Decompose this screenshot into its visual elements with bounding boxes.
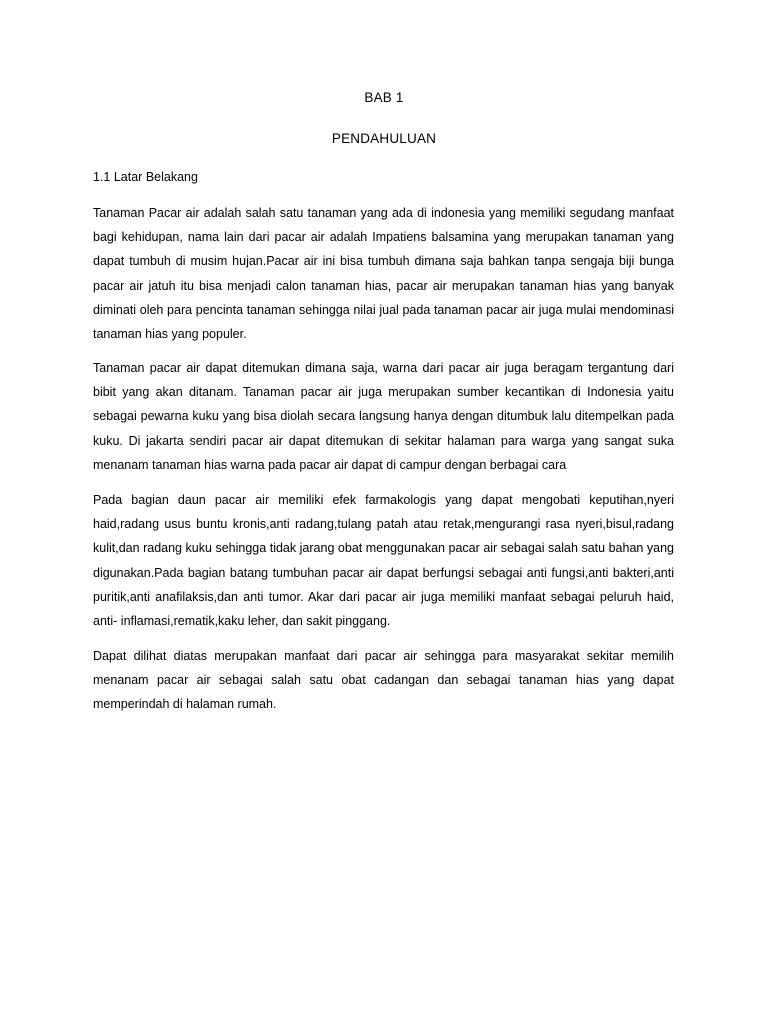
chapter-number: BAB 1 [364,90,404,105]
section-heading: 1.1 Latar Belakang [93,170,198,184]
paragraph: Tanaman Pacar air adalah salah satu tanaman yang ada di indonesia yang memiliki segudang manfaat bagi kehidupan, nama lain dari pacar air adalah Impatiens balsamina yang merupakan tanaman yang dapat tumbuh di musim hujan.Pacar air ini bisa tumbuh dimana saja bahkan tanpa sengaja biji bunga pacar air jatuh itu bisa menjadi calon tanaman hias, pacar air merupakan tanaman hias yang banyak diminati oleh para pencinta tanaman sehingga nilai jual pada tanaman pacar air juga mulai mendominasi tanaman hias yang populer. [93,206,674,342]
paragraph: Tanaman pacar air dapat ditemukan dimana saja, warna dari pacar air juga beragam tergantung dari bibit yang akan ditanam. Tanaman pacar air juga merupakan sumber kecantikan di Indonesia yaitu sebagai pewarna kuku yang bisa diolah secara langsung hanya dengan ditumbuk lalu ditempelkan pada kuku. Di jakarta sendiri pacar air dapat ditemukan di sekitar halaman para warga yang sangat suka menanam tanaman hias warna pada pacar air dapat di campur dengan berbagai cara [93,361,674,472]
paragraph: Pada bagian daun pacar air memiliki efek farmakologis yang dapat mengobati keputihan,nyeri haid,radang usus buntu kronis,anti radang,tulang patah atau retak,mengurangi rasa nyeri,bisul,radang kulit,dan radang kuku sehingga tidak jarang obat menggunakan pacar air sebagai salah satu bahan yang digunakan.Pada bagian batang tumbuhan pacar air dapat berfungsi sebagai anti fungsi,anti bakteri,anti puritik,anti anafilaksis,dan anti tumor. Akar dari pacar air juga memiliki manfaat sebagai peluruh haid, anti- inflamasi,rematik,kaku leher, dan sakit pinggang. [93,493,674,629]
paragraph: Dapat dilihat diatas merupakan manfaat dari pacar air sehingga para masyarakat sekitar memilih menanam pacar air sebagai salah satu obat cadangan dan sebagai tanaman hias yang dapat memperindah di halaman rumah. [93,649,674,712]
chapter-title: PENDAHULUAN [331,131,437,146]
